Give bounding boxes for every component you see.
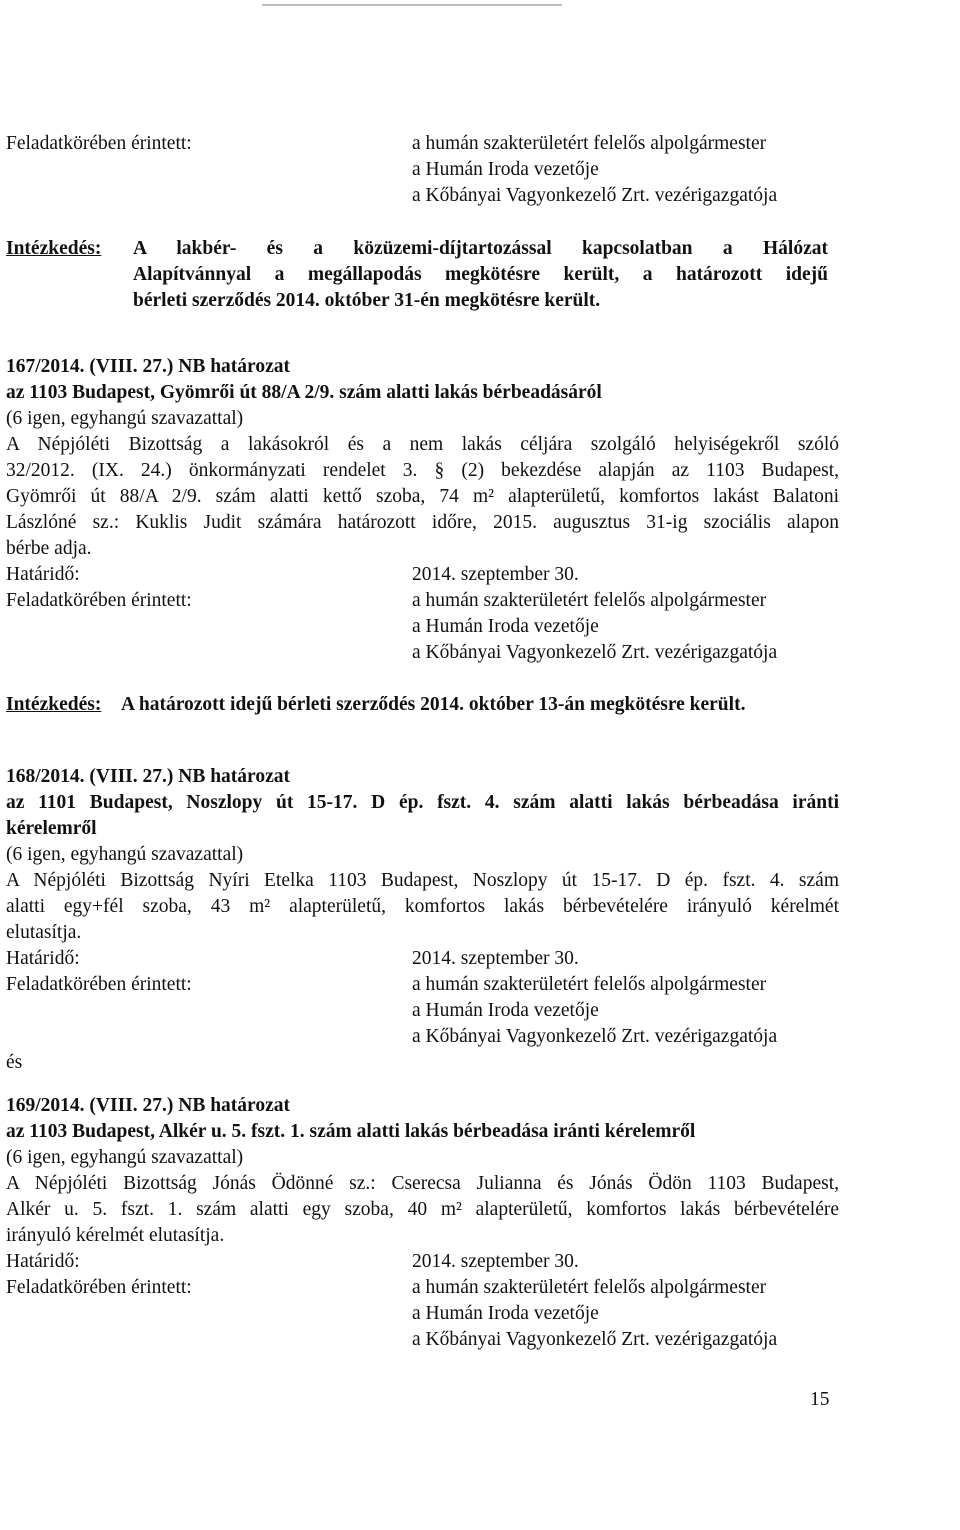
resolution-body-line: bérbe adja. bbox=[6, 538, 92, 559]
resolution-body-line: Lászlóné sz.: Kuklis Judit számára határozott időre, 2015. augusztus 31-ig szociális alapon bbox=[6, 512, 839, 533]
official-alpolgarmester: a humán szakterületért felelős alpolgármester bbox=[412, 974, 767, 995]
deadline-value: 2014. szeptember 30. bbox=[412, 1251, 579, 1272]
resolution-subject: az 1103 Budapest, Alkér u. 5. fszt. 1. szám alatti lakás bérbeadása iránti kérelemről bbox=[6, 1121, 696, 1142]
feladat-label: Feladatkörében érintett: bbox=[6, 133, 192, 154]
resolution-number: 168/2014. (VIII. 27.) NB határozat bbox=[6, 766, 291, 787]
resolution-body-line: Gyömrői út 88/A 2/9. szám alatti kettő szoba, 74 m² alapterületű, komfortos lakást Balatoni bbox=[6, 486, 839, 507]
resolution-vote: (6 igen, egyhangú szavazattal) bbox=[6, 408, 244, 429]
resolution-body-line: A Népjóléti Bizottság Jónás Ödönné sz.: Cserecsa Julianna és Jónás Ödön 1103 Budapest, bbox=[6, 1173, 839, 1194]
official-vagyonkezelo: a Kőbányai Vagyonkezelő Zrt. vezérigazgatója bbox=[412, 642, 778, 663]
resolution-vote: (6 igen, egyhangú szavazattal) bbox=[6, 1147, 244, 1168]
resolution-body-line: A Népjóléti Bizottság a lakásokról és a nem lakás céljára szolgáló helyiségekről szóló bbox=[6, 434, 839, 455]
intezkedes-text-line: Alapítvánnyal a megállapodás megkötésre került, a határozott idejű bbox=[133, 264, 828, 285]
resolution-number: 167/2014. (VIII. 27.) NB határozat bbox=[6, 356, 291, 377]
intezkedes-label: Intézkedés: bbox=[6, 238, 102, 259]
resolution-body-line: Alkér u. 5. fszt. 1. szám alatti egy szoba, 40 m² alapterületű, komfortos lakás bérbevételére bbox=[6, 1199, 839, 1220]
official-vagyonkezelo: a Kőbányai Vagyonkezelő Zrt. vezérigazgatója bbox=[412, 185, 778, 206]
official-vagyonkezelo: a Kőbányai Vagyonkezelő Zrt. vezérigazgatója bbox=[412, 1329, 778, 1350]
resolution-subject: az 1101 Budapest, Noszlopy út 15-17. D ép. fszt. 4. szám alatti lakás bérbeadása iránti bbox=[6, 792, 839, 813]
hatarido-label: Határidő: bbox=[6, 1251, 80, 1272]
intezkedes-text: A határozott idejű bérleti szerződés 2014. október 13-án megkötésre került. bbox=[121, 694, 746, 715]
conjunction-text: és bbox=[6, 1052, 23, 1073]
intezkedes-text-line: A lakbér- és a közüzemi-díjtartozással kapcsolatban a Hálózat bbox=[133, 238, 828, 259]
top-scan-rule bbox=[262, 4, 562, 6]
deadline-value: 2014. szeptember 30. bbox=[412, 564, 579, 585]
official-iroda: a Humán Iroda vezetője bbox=[412, 159, 599, 180]
resolution-body-line: alatti egy+fél szoba, 43 m² alapterületű, komfortos lakás bérbevételére irányuló kérelmét bbox=[6, 896, 839, 917]
resolution-vote: (6 igen, egyhangú szavazattal) bbox=[6, 844, 244, 865]
official-vagyonkezelo: a Kőbányai Vagyonkezelő Zrt. vezérigazgatója bbox=[412, 1026, 778, 1047]
resolution-subject: az 1103 Budapest, Gyömrői út 88/A 2/9. szám alatti lakás bérbeadásáról bbox=[6, 382, 602, 403]
intezkedes-label: Intézkedés: bbox=[6, 694, 102, 715]
official-iroda: a Humán Iroda vezetője bbox=[412, 1303, 599, 1324]
resolution-number: 169/2014. (VIII. 27.) NB határozat bbox=[6, 1095, 291, 1116]
official-alpolgarmester: a humán szakterületért felelős alpolgármester bbox=[412, 1277, 767, 1298]
deadline-value: 2014. szeptember 30. bbox=[412, 948, 579, 969]
intezkedes-text-line: bérleti szerződés 2014. október 31-én megkötésre került. bbox=[133, 290, 601, 311]
page-number: 15 bbox=[810, 1389, 830, 1410]
official-alpolgarmester: a humán szakterületért felelős alpolgármester bbox=[412, 133, 767, 154]
official-iroda: a Humán Iroda vezetője bbox=[412, 1000, 599, 1021]
resolution-body-line: elutasítja. bbox=[6, 922, 82, 943]
official-iroda: a Humán Iroda vezetője bbox=[412, 616, 599, 637]
resolution-body-line: irányuló kérelmét elutasítja. bbox=[6, 1225, 225, 1246]
resolution-subject: kérelemről bbox=[6, 818, 97, 839]
resolution-body-line: A Népjóléti Bizottság Nyíri Etelka 1103 Budapest, Noszlopy út 15-17. D ép. fszt. 4. szám bbox=[6, 870, 839, 891]
official-alpolgarmester: a humán szakterületért felelős alpolgármester bbox=[412, 590, 767, 611]
feladat-label: Feladatkörében érintett: bbox=[6, 974, 192, 995]
feladat-label: Feladatkörében érintett: bbox=[6, 590, 192, 611]
resolution-body-line: 32/2012. (IX. 24.) önkormányzati rendelet 3. § (2) bekezdése alapján az 1103 Budapest, bbox=[6, 460, 839, 481]
hatarido-label: Határidő: bbox=[6, 564, 80, 585]
hatarido-label: Határidő: bbox=[6, 948, 80, 969]
feladat-label: Feladatkörében érintett: bbox=[6, 1277, 192, 1298]
